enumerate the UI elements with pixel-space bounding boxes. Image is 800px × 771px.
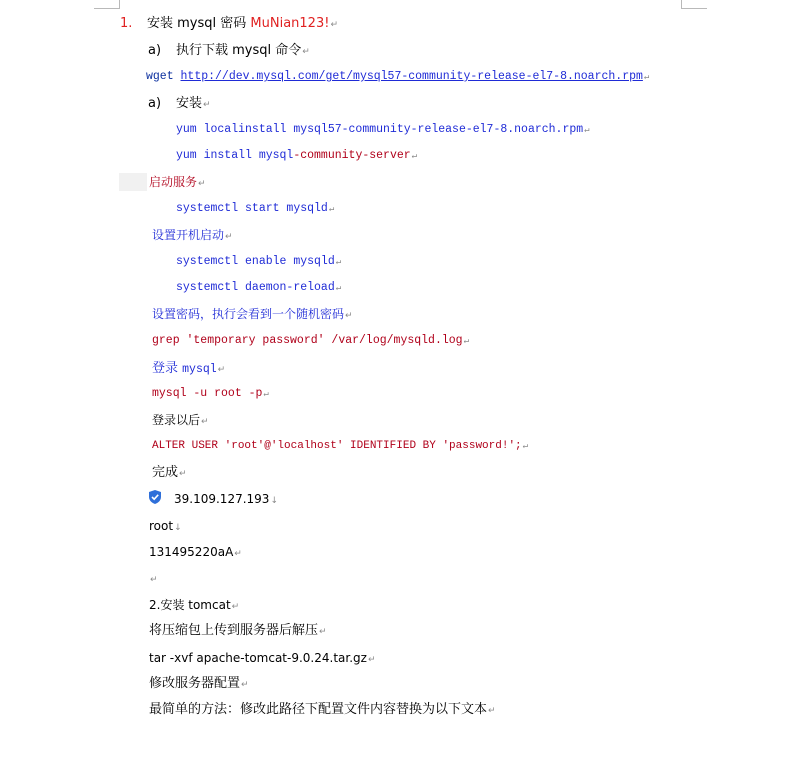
paragraph-mark: ↵ (411, 151, 418, 161)
modify-config-line (149, 675, 249, 694)
paragraph-mark: ↵ (198, 179, 206, 189)
paragraph-mark: ↵ (522, 441, 529, 451)
server-password: 131495220aA (149, 545, 234, 559)
paragraph-mark: ↵ (225, 232, 233, 242)
label-text: 启动服务 (149, 175, 198, 189)
line-break-mark: ↓ (174, 523, 182, 533)
server-ip-line (149, 490, 278, 510)
paragraph-mark: ↵ (302, 47, 310, 57)
paragraph-mark: ↵ (335, 283, 342, 293)
heading-text: 安装 mysql 密码 (147, 16, 251, 31)
upload-and-extract-line (149, 622, 327, 641)
after-login-label (152, 411, 209, 431)
label-mono-text: mysql (182, 363, 217, 376)
command-text: systemctl daemon-reload (176, 281, 335, 294)
paragraph-mark: ↵ (150, 575, 158, 585)
mysql-repo-link[interactable]: http://dev.mysql.com/get/mysql57-community-release-el7-8.noarch.rpm (180, 70, 643, 83)
paragraph-text: 将压缩包上传到服务器后解压 (149, 623, 319, 638)
yum-localinstall-command (176, 121, 590, 139)
done-label (152, 464, 187, 483)
server-ip: 39.109.127.193 (174, 492, 270, 506)
label-text: 登录 (152, 361, 183, 376)
heading-text: 2.安装 tomcat (149, 598, 231, 612)
login-mysql-label (152, 358, 225, 379)
paragraph-mark: ↵ (335, 257, 342, 267)
paragraph-mark: ↵ (345, 311, 353, 321)
step-download-mysql (148, 42, 310, 61)
paragraph-mark: ↵ (231, 602, 240, 612)
command-text-suffix: -community-server (293, 149, 411, 162)
alter-user-command (152, 437, 528, 455)
paragraph-mark: ↵ (488, 706, 496, 716)
paragraph-mark: ↵ (234, 549, 242, 559)
set-password-label (152, 305, 353, 325)
step-text: 安装 (176, 96, 203, 111)
command-text: yum localinstall mysql57-community-release-el7-8.noarch.rpm (176, 123, 584, 136)
paragraph-mark: ↵ (241, 680, 249, 690)
mysql-login-command (152, 385, 269, 403)
label-text: 设置密码，执行会看到一个随机密码 (152, 307, 345, 321)
sub-list-marker: a) (148, 96, 162, 111)
paragraph-text: 最简单的方法：修改此路径下配置文件内容替换为以下文本 (149, 702, 488, 717)
page-corner-top-left (94, 0, 120, 9)
page-corner-top-right (681, 0, 707, 9)
paragraph-mark: ↵ (217, 365, 226, 375)
shield-check-icon (149, 490, 161, 509)
paragraph-mark: ↵ (201, 417, 209, 427)
start-service-label (149, 173, 206, 193)
command-text: systemctl enable mysqld (176, 255, 335, 268)
paragraph-mark: ↵ (179, 469, 187, 479)
enable-on-boot-label (152, 226, 233, 246)
paragraph-mark: ↵ (328, 204, 335, 214)
command-text: tar -xvf apache-tomcat-9.0.24.tar.gz (149, 651, 367, 665)
heading-install-mysql (120, 15, 338, 34)
systemctl-enable-command (176, 253, 341, 271)
sub-list-marker: a) (148, 43, 162, 58)
paragraph-text: 修改服务器配置 (149, 676, 241, 691)
line-break-mark: ↓ (270, 496, 278, 506)
label-text: 设置开机启动 (152, 228, 225, 242)
paragraph-mark: ↵ (643, 72, 650, 82)
paragraph-mark: ↵ (203, 100, 211, 110)
step-install (148, 95, 211, 114)
paragraph-mark: ↵ (330, 20, 338, 30)
server-username: root (149, 519, 174, 533)
paragraph-mark: ↵ (584, 125, 590, 135)
paragraph-mark: ↵ (367, 655, 376, 665)
wget-keyword: wget (146, 70, 181, 83)
systemctl-start-command (176, 200, 334, 218)
grep-password-command (152, 332, 469, 350)
command-text: ALTER USER 'root'@'localhost' IDENTIFIED BY 'password!'; (152, 440, 522, 452)
paragraph-mark: ↵ (463, 336, 469, 346)
yum-install-command (176, 147, 417, 165)
tar-command-line (149, 649, 376, 669)
paragraph-mark: ↵ (263, 389, 269, 399)
paragraph-mark: ↵ (319, 627, 327, 637)
list-number: 1. (120, 16, 133, 31)
server-user-line (149, 517, 182, 537)
systemctl-reload-command (176, 279, 341, 297)
heading-install-tomcat (149, 596, 239, 616)
command-text: grep 'temporary password' /var/log/mysqld.log (152, 334, 463, 347)
label-text: 登录以后 (152, 413, 201, 427)
label-text: 完成 (152, 465, 179, 480)
paragraph-shading (119, 173, 147, 191)
empty-paragraph (149, 570, 158, 589)
command-text: mysql -u root -p (152, 387, 263, 400)
mysql-password: MuNian123! (250, 16, 330, 31)
simplest-method-line (149, 701, 496, 720)
server-password-line (149, 543, 242, 563)
step-text: 执行下载 mysql 命令 (176, 43, 302, 58)
command-text: systemctl start mysqld (176, 202, 328, 215)
wget-command (146, 68, 649, 86)
command-text: yum install mysql (176, 149, 294, 162)
